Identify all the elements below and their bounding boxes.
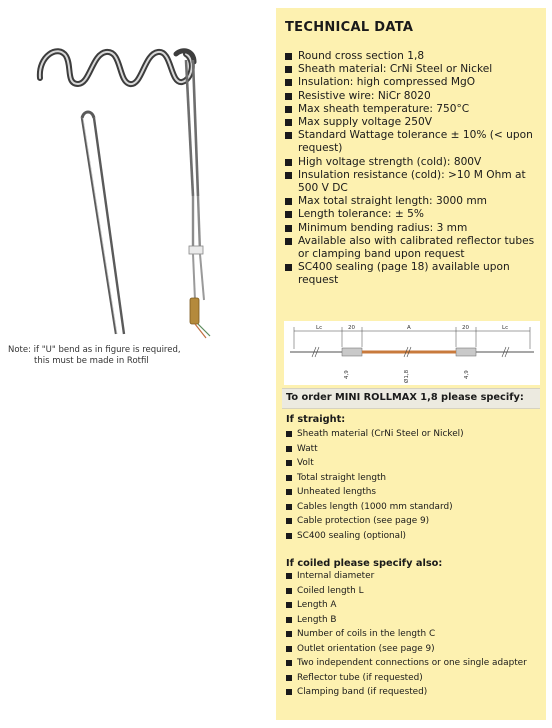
bend-note-line-1: Note: if "U" bend as in figure is required, [8, 345, 181, 355]
order-header [282, 388, 540, 409]
coiled-item: Number of coils in the length C [286, 627, 527, 642]
coiled-item: Reflector tube (if requested) [286, 671, 527, 686]
spec-item: Minimum bending radius: 3 mm [285, 222, 543, 235]
technical-data-panel [276, 8, 546, 720]
dim-dia-left: 4,9 [344, 370, 350, 379]
straight-item: SC400 sealing (optional) [286, 529, 464, 544]
coiled-heading: If coiled please specify also: [286, 558, 443, 569]
heater-straight [82, 112, 124, 334]
coiled-list [286, 569, 527, 700]
dim-20-left: 20 [348, 325, 355, 331]
product-image [0, 0, 272, 340]
dim-lc-left: Lc [316, 325, 323, 331]
heater-coil [40, 51, 194, 84]
spec-item: Insulation resistance (cold): >10 M Ohm at 500 V DC [285, 169, 543, 195]
spec-item: Resistive wire: NiCr 8020 [285, 90, 543, 103]
straight-list [286, 427, 464, 543]
coiled-item: Clamping band (if requested) [286, 685, 527, 700]
straight-item: Total straight length [286, 471, 464, 486]
dim-dia-right: 4,9 [464, 370, 470, 379]
coiled-item: Outlet orientation (see page 9) [286, 642, 527, 657]
dim-20-right: 20 [462, 325, 469, 331]
dim-lc-right: Lc [502, 325, 509, 331]
spec-item: Insulation: high compressed MgO [285, 76, 543, 89]
coiled-item: Length B [286, 613, 527, 628]
straight-item: Watt [286, 442, 464, 457]
right-sleeve [456, 348, 476, 356]
dimension-drawing [284, 321, 540, 385]
spec-item: Length tolerance: ± 5% [285, 208, 543, 221]
straight-item: Volt [286, 456, 464, 471]
spec-item: SC400 sealing (page 18) available upon request [285, 261, 543, 287]
coiled-item: Coiled length L [286, 584, 527, 599]
coiled-item: Two independent connections or one single adapter [286, 656, 527, 671]
dim-dia-center: Ø1,8 [404, 369, 410, 383]
spec-item: Max total straight length: 3000 mm [285, 195, 543, 208]
straight-item: Cable protection (see page 9) [286, 514, 464, 529]
dim-a: A [407, 325, 411, 331]
bend-note-line-2: this must be made in Rotfil [34, 356, 149, 366]
heater-coil-leads [186, 60, 210, 338]
coiled-item: Length A [286, 598, 527, 613]
spec-item: Sheath material: CrNi Steel or Nickel [285, 63, 543, 76]
spec-item: Round cross section 1,8 [285, 50, 543, 63]
spec-item: Max sheath temperature: 750°C [285, 103, 543, 116]
spec-item: Standard Wattage tolerance ± 10% (< upon request) [285, 129, 543, 155]
straight-item: Sheath material (CrNi Steel or Nickel) [286, 427, 464, 442]
straight-item: Unheated lengths [286, 485, 464, 500]
straight-heading: If straight: [286, 414, 346, 425]
spec-item: Max supply voltage 250V [285, 116, 543, 129]
straight-item: Cables length (1000 mm standard) [286, 500, 464, 515]
bend-note [8, 345, 181, 367]
technical-data-list [285, 50, 543, 288]
coiled-item: Internal diameter [286, 569, 527, 584]
left-sleeve [342, 348, 362, 356]
technical-data-title: TECHNICAL DATA [285, 20, 414, 35]
order-title: To order MINI ROLLMAX 1,8 please specify: [286, 392, 524, 403]
spec-item: High voltage strength (cold): 800V [285, 156, 543, 169]
spec-item: Available also with calibrated reflector tubes or clamping band upon request [285, 235, 543, 261]
